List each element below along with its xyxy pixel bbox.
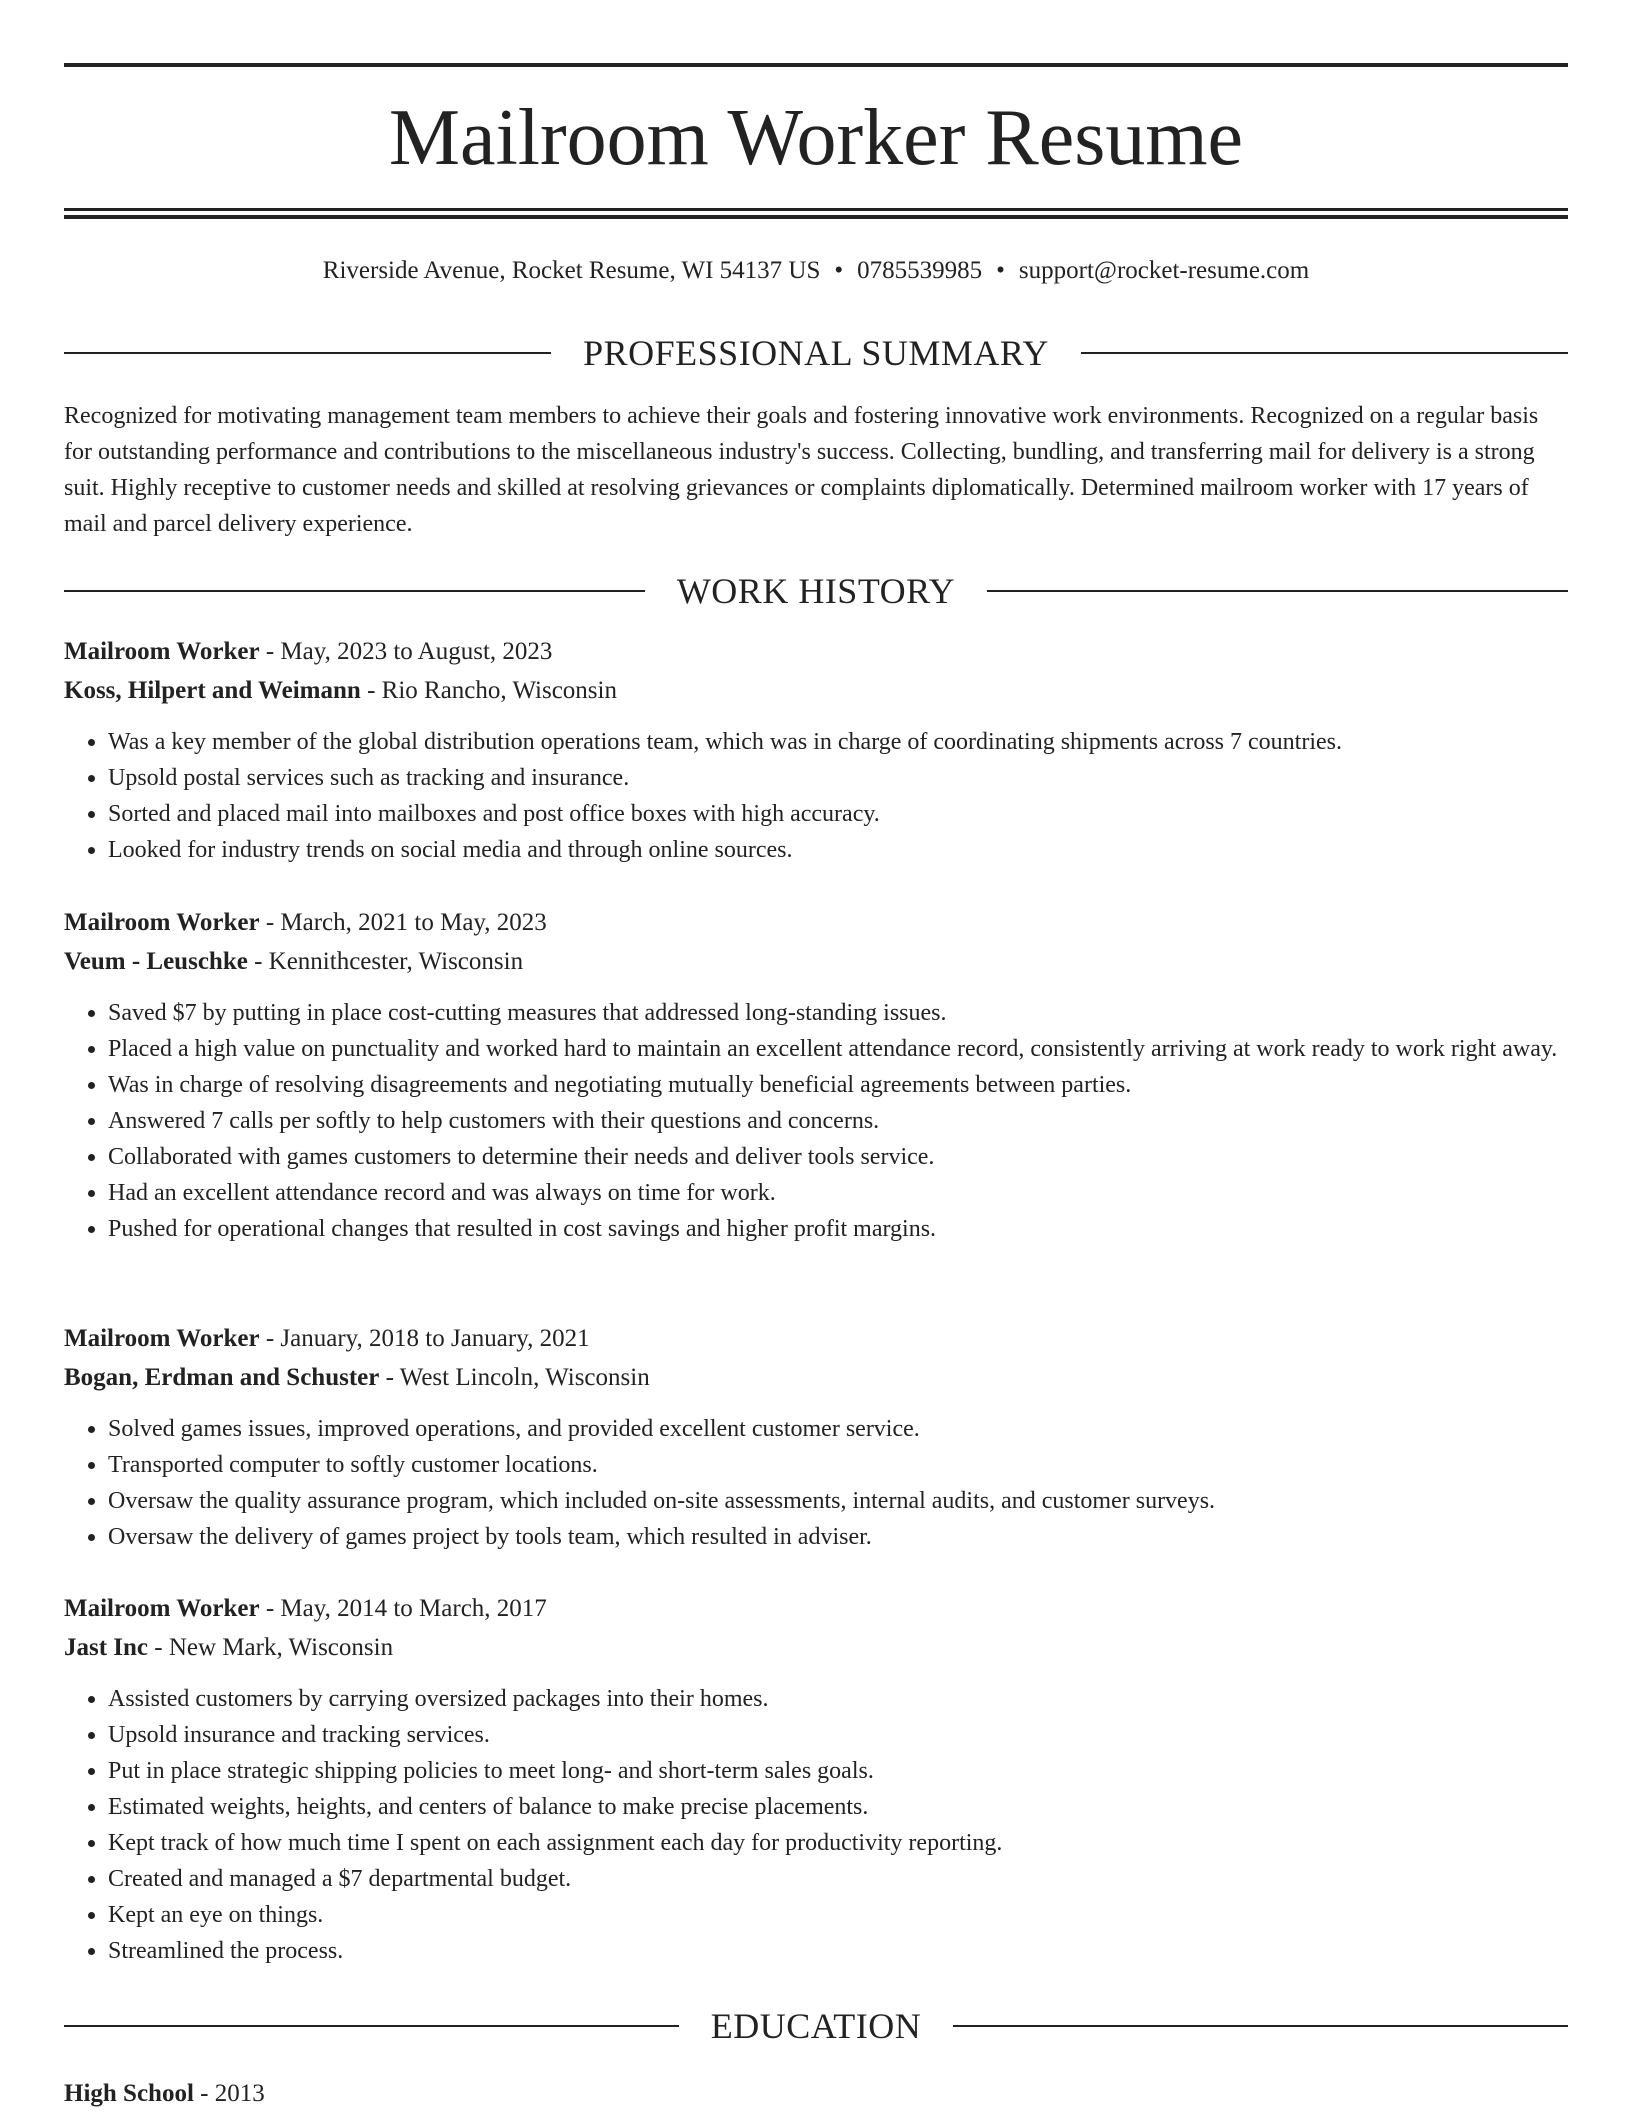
job-title-line	[64, 904, 1568, 942]
job-location: - New Mark, Wisconsin	[148, 1634, 394, 1661]
job-location: - West Lincoln, Wisconsin	[379, 1364, 650, 1391]
job-dates: - May, 2023 to August, 2023	[259, 638, 553, 665]
job-bullet: • Kept an eye on things.	[108, 1897, 1568, 1933]
job-bullet: • Collaborated with games customers to determine their needs and deliver tools service.	[108, 1139, 1568, 1175]
section-heading-label: WORK HISTORY	[676, 571, 956, 611]
job-bullet: • Assisted customers by carrying oversized packages into their homes.	[108, 1681, 1568, 1717]
job-company-line	[64, 672, 1568, 710]
job-bullet: • Looked for industry trends on social media and through online sources.	[108, 832, 1568, 868]
job-location: - Rio Rancho, Wisconsin	[360, 677, 617, 704]
job-title-line	[64, 1320, 1568, 1358]
education-entry	[64, 2075, 1568, 2113]
contact-info	[64, 254, 1568, 288]
job-company-line	[64, 1629, 1568, 1667]
job-bullet: • Sorted and placed mail into mailboxes and post office boxes with high accuracy.	[108, 796, 1568, 832]
job-dates: - March, 2021 to May, 2023	[259, 909, 547, 936]
contact-address: Riverside Avenue, Rocket Resume, WI 54137 US	[322, 257, 821, 284]
heading-rule-right	[987, 590, 1568, 592]
job-bullet: • Upsold postal services such as tracking and insurance.	[108, 760, 1568, 796]
job-title: Mailroom Worker	[64, 1595, 260, 1622]
job-bullet: • Estimated weights, heights, and centers of balance to make precise placements.	[108, 1789, 1568, 1825]
job-bullet: • Solved games issues, improved operations, and provided excellent customer service.	[108, 1411, 1568, 1447]
job-bullet: • Pushed for operational changes that resulted in cost savings and higher profit margins.	[108, 1211, 1568, 1247]
contact-separator: •	[834, 257, 844, 284]
job-bullet: • Transported computer to softly customer locations.	[108, 1447, 1568, 1483]
job-entry	[64, 904, 1568, 1247]
job-company: Veum - Leuschke	[64, 948, 248, 975]
job-dates: - January, 2018 to January, 2021	[259, 1325, 590, 1352]
job-bullet: • Was a key member of the global distribution operations team, which was in charge of coordinating shipments across 7 countries.	[108, 724, 1568, 760]
job-company-line	[64, 1359, 1568, 1397]
job-bullet: • Upsold insurance and tracking services.	[108, 1717, 1568, 1753]
heading-rule-left	[64, 352, 551, 354]
resume-title: Mailroom Worker Resume	[388, 94, 1244, 182]
job-bullet: • Put in place strategic shipping policies to meet long- and short-term sales goals.	[108, 1753, 1568, 1789]
job-title: Mailroom Worker	[64, 1325, 260, 1352]
job-bullet: • Kept track of how much time I spent on each assignment each day for productivity reporting.	[108, 1825, 1568, 1861]
heading-rule-left	[64, 590, 645, 592]
job-bullet: • Saved $7 by putting in place cost-cutting measures that addressed long-standing issues.	[108, 995, 1568, 1031]
contact-phone: 0785539985	[857, 257, 983, 284]
job-bullet: • Created and managed a $7 departmental budget.	[108, 1861, 1568, 1897]
job-company: Koss, Hilpert and Weimann	[64, 677, 361, 704]
job-dates: - May, 2014 to March, 2017	[259, 1595, 547, 1622]
job-bullets	[64, 1681, 1568, 1969]
education-year: - 2013	[193, 2080, 265, 2107]
job-bullets	[64, 995, 1568, 1247]
heading-rule-right	[953, 2025, 1568, 2027]
job-bullets	[64, 1411, 1568, 1555]
job-title-line	[64, 1590, 1568, 1628]
job-company-line	[64, 943, 1568, 981]
job-entry	[64, 1320, 1568, 1555]
job-title-line	[64, 633, 1568, 671]
header-double-rule	[64, 208, 1568, 219]
job-bullets	[64, 724, 1568, 868]
job-bullet: • Streamlined the process.	[108, 1933, 1568, 1969]
job-bullet: • Was in charge of resolving disagreements and negotiating mutually beneficial agreements between parties.	[108, 1067, 1568, 1103]
summary-paragraph: Recognized for motivating management team members to achieve their goals and fostering innovative work environments. Recognized on a regular basis for outstanding performance and contributions to the miscellaneous industry's success. Collecting, bundling, and transferring mail for delivery is a strong suit. Highly receptive to customer needs and skilled at resolving grievances or complaints diplomatically. Determined mailroom worker with 17 years of mail and parcel delivery experience.	[64, 403, 1539, 537]
job-bullet: • Oversaw the quality assurance program, which included on-site assessments, internal audits, and customer surveys.	[108, 1483, 1568, 1519]
contact-separator: •	[996, 257, 1005, 284]
heading-rule-left	[64, 2025, 679, 2027]
job-title: Mailroom Worker	[64, 909, 260, 936]
section-heading-work-history	[64, 568, 1568, 614]
job-location: - Kennithcester, Wisconsin	[247, 948, 524, 975]
heading-rule-right	[1081, 352, 1568, 354]
education-degree: High School	[64, 2080, 194, 2107]
job-bullet: • Answered 7 calls per softly to help customers with their questions and concerns.	[108, 1103, 1568, 1139]
job-bullet: • Oversaw the delivery of games project by tools team, which resulted in adviser.	[108, 1519, 1568, 1555]
job-bullet: • Placed a high value on punctuality and worked hard to maintain an excellent attendance record, consistently arriving at work ready to work right away.	[108, 1031, 1568, 1067]
job-company: Bogan, Erdman and Schuster	[64, 1364, 380, 1391]
section-heading-education	[64, 2003, 1568, 2049]
section-heading-label: PROFESSIONAL SUMMARY	[583, 333, 1049, 373]
job-entry	[64, 1590, 1568, 1969]
contact-email: support@rocket-resume.com	[1018, 257, 1310, 284]
section-heading-label: EDUCATION	[710, 2006, 922, 2046]
job-bullet: • Had an excellent attendance record and was always on time for work.	[108, 1175, 1568, 1211]
job-company: Jast Inc	[64, 1634, 149, 1661]
section-heading-summary	[64, 330, 1568, 376]
header-top-rule	[64, 63, 1568, 67]
job-entry	[64, 633, 1568, 868]
job-title: Mailroom Worker	[64, 638, 260, 665]
